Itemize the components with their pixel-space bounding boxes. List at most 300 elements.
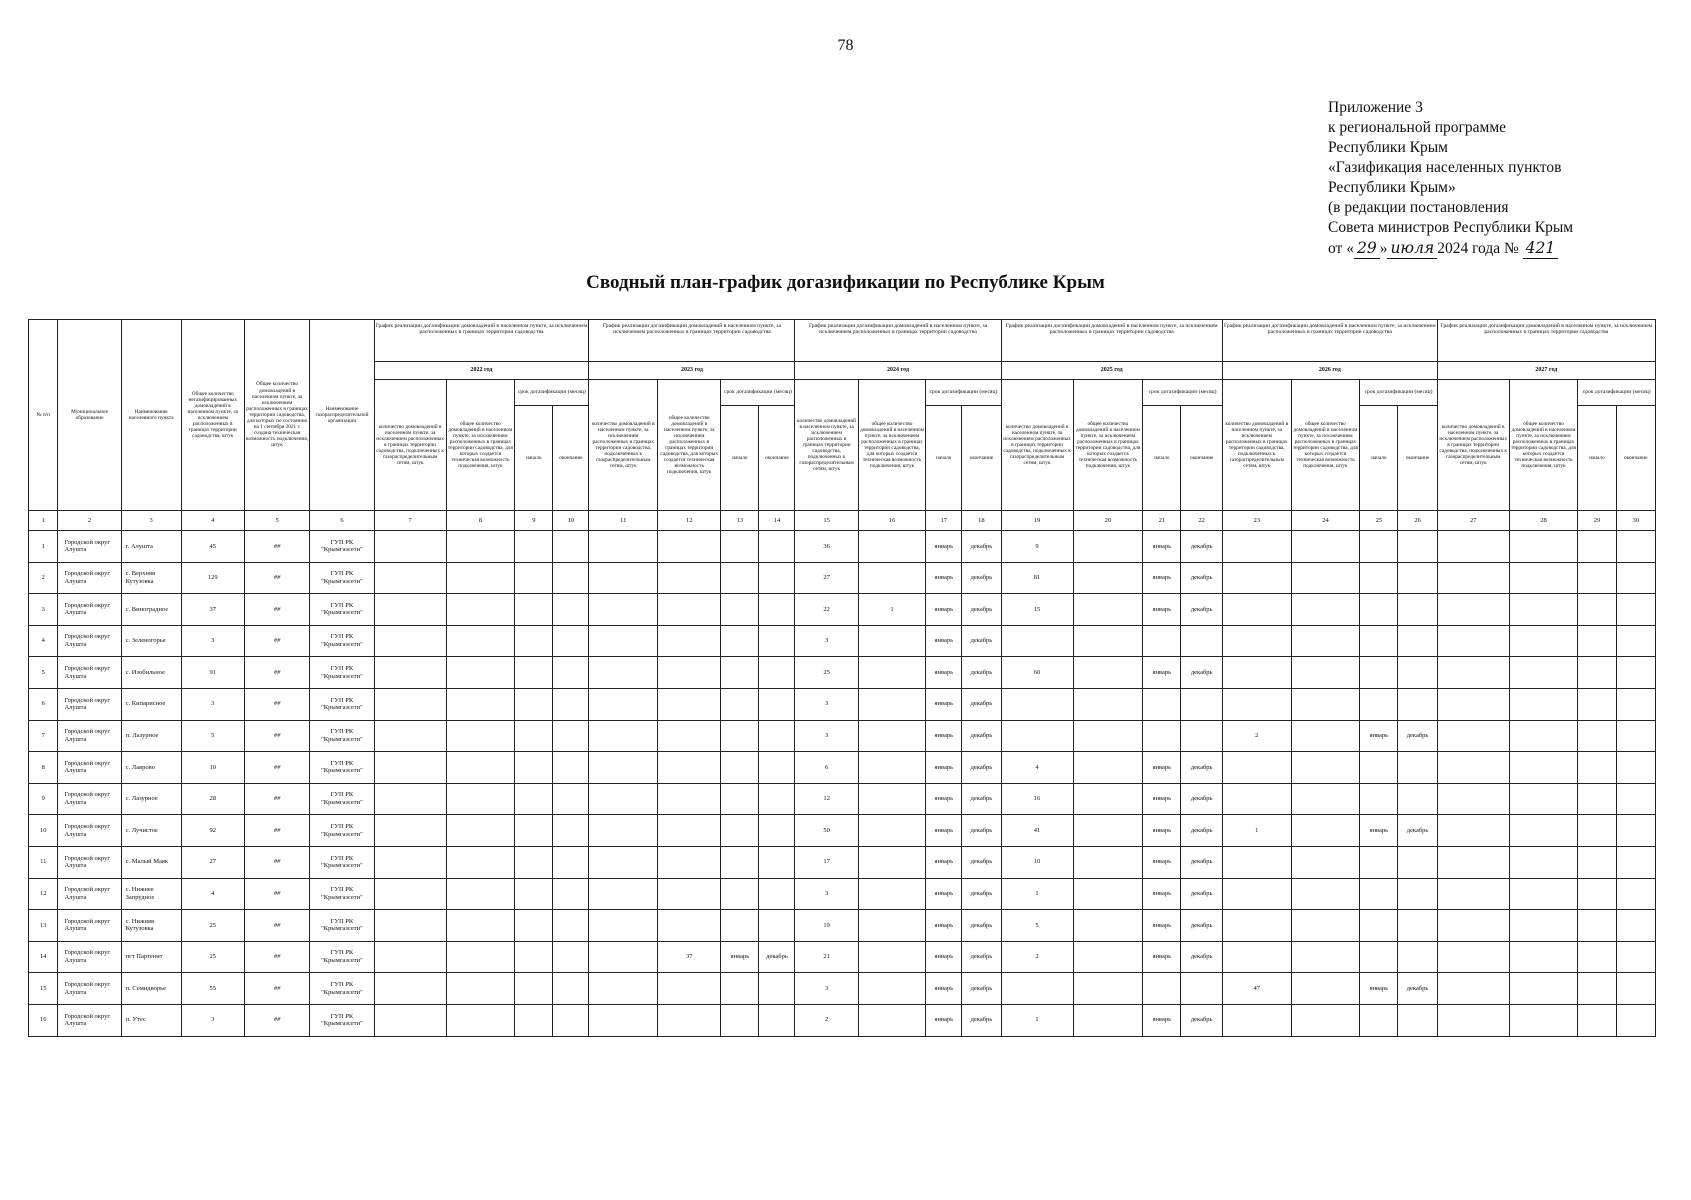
table-cell <box>374 531 446 563</box>
table-cell: с. Лучистое <box>121 815 181 847</box>
table-cell: 50 <box>795 815 858 847</box>
table-cell: декабрь <box>962 846 1001 878</box>
table-row <box>29 531 1656 563</box>
table-cell <box>1437 720 1509 752</box>
table-cell: декабрь <box>962 910 1001 942</box>
table-cell: 6 <box>29 688 58 720</box>
table-cell <box>446 688 515 720</box>
table-cell <box>1001 625 1073 657</box>
table-cell <box>1578 846 1616 878</box>
header-end: окончание <box>1181 406 1222 511</box>
table-cell <box>1398 594 1437 626</box>
table-cell: с. Малый Маяк <box>121 846 181 878</box>
table-cell <box>1616 752 1655 784</box>
table-cell: Городской округ Алушта <box>58 973 121 1005</box>
table-cell: 9 <box>29 783 58 815</box>
table-cell <box>1222 910 1291 942</box>
table-cell <box>589 973 658 1005</box>
table-cell <box>1222 878 1291 910</box>
table-cell <box>1578 941 1616 973</box>
table-cell <box>1509 752 1578 784</box>
appendix-line: к региональной программе <box>1328 119 1507 136</box>
table-cell: ГУП РК "Крымгазсети" <box>310 594 374 626</box>
table-cell <box>1398 688 1437 720</box>
table-cell: 5 <box>181 720 244 752</box>
schedule-table <box>28 319 1656 1037</box>
appendix-line: «Газификация населенных пунктов <box>1328 159 1562 176</box>
table-cell <box>1360 752 1398 784</box>
table-cell <box>1509 594 1578 626</box>
table-cell: ГУП РК "Крымгазсети" <box>310 752 374 784</box>
table-cell <box>721 594 759 626</box>
table-cell <box>1291 878 1360 910</box>
table-cell <box>374 910 446 942</box>
table-cell <box>1398 878 1437 910</box>
column-number: 26 <box>1398 511 1437 531</box>
table-cell <box>658 688 721 720</box>
table-cell: 9 <box>1001 531 1073 563</box>
table-cell <box>374 562 446 594</box>
table-cell: ГУП РК "Крымгазсети" <box>310 720 374 752</box>
table-cell <box>1398 625 1437 657</box>
header-end: окончание <box>1616 406 1655 511</box>
table-cell: декабрь <box>962 1004 1001 1036</box>
date-number: 421 <box>1523 238 1559 259</box>
table-cell <box>858 1004 926 1036</box>
header-group-5: График реализации догазификации домовладений в населенном пункте, за исключением расположенных в границах территории садоводства <box>1222 320 1437 362</box>
table-cell: ## <box>244 752 309 784</box>
table-cell <box>1398 910 1437 942</box>
table-cell <box>1360 783 1398 815</box>
table-cell <box>858 973 926 1005</box>
table-cell <box>446 657 515 689</box>
table-cell <box>1616 531 1655 563</box>
table-cell: декабрь <box>1181 783 1222 815</box>
column-number: 19 <box>1001 511 1073 531</box>
table-cell: 47 <box>1222 973 1291 1005</box>
header-term: срок догазификации (месяц) <box>1143 380 1223 406</box>
header-year-6: 2027 год <box>1437 362 1655 380</box>
table-cell <box>721 910 759 942</box>
table-cell: январь <box>926 594 962 626</box>
table-cell <box>1073 562 1143 594</box>
table-cell <box>589 625 658 657</box>
table-cell: 91 <box>181 657 244 689</box>
table-cell: ГУП РК "Крымгазсети" <box>310 815 374 847</box>
table-cell: Городской округ Алушта <box>58 846 121 878</box>
table-cell: Городской округ Алушта <box>58 562 121 594</box>
table-cell: 28 <box>181 783 244 815</box>
table-cell <box>1398 531 1437 563</box>
table-cell <box>1509 562 1578 594</box>
table-cell <box>858 815 926 847</box>
table-cell: январь <box>1143 878 1181 910</box>
table-cell <box>1143 688 1181 720</box>
table-cell: январь <box>1143 783 1181 815</box>
table-cell: ГУП РК "Крымгазсети" <box>310 531 374 563</box>
table-cell <box>446 594 515 626</box>
table-cell <box>1073 1004 1143 1036</box>
table-cell <box>1222 752 1291 784</box>
table-cell <box>553 531 589 563</box>
table-cell: 1 <box>858 594 926 626</box>
table-cell <box>1073 752 1143 784</box>
table-cell: 60 <box>1001 657 1073 689</box>
appendix-line: Совета министров Республики Крым <box>1328 219 1574 236</box>
table-cell <box>858 910 926 942</box>
table-cell: январь <box>926 846 962 878</box>
table-cell <box>858 531 926 563</box>
header-count-tech: общее количество домовладений в населенном пункте, за исключением расположенных в границах территории садоводства, для которых создается техническая возможность подключения, штук <box>858 380 926 511</box>
table-cell: ## <box>244 562 309 594</box>
table-cell: январь <box>1360 973 1398 1005</box>
appendix-line: Республики Крым <box>1328 139 1448 156</box>
table-cell: декабрь <box>962 657 1001 689</box>
table-cell <box>1616 941 1655 973</box>
table-cell <box>1360 878 1398 910</box>
table-cell: декабрь <box>962 720 1001 752</box>
header-start: начало <box>1360 406 1398 511</box>
table-cell: ГУП РК "Крымгазсети" <box>310 910 374 942</box>
table-row <box>29 1004 1656 1036</box>
table-cell <box>515 941 553 973</box>
table-cell: январь <box>1143 594 1181 626</box>
table-cell: Городской округ Алушта <box>58 910 121 942</box>
table-cell <box>515 815 553 847</box>
table-cell: декабрь <box>962 815 1001 847</box>
table-cell <box>1222 625 1291 657</box>
table-cell: декабрь <box>962 531 1001 563</box>
header-term: срок догазификации (месяц) <box>1578 380 1656 406</box>
table-cell <box>1291 783 1360 815</box>
table-cell <box>1437 783 1509 815</box>
table-cell: декабрь <box>962 878 1001 910</box>
header-term: срок догазификации (месяц) <box>1360 380 1437 406</box>
date-year: 2024 года № <box>1437 240 1519 257</box>
table-cell <box>1437 531 1509 563</box>
table-cell <box>1073 910 1143 942</box>
table-cell <box>589 1004 658 1036</box>
table-cell <box>759 752 795 784</box>
table-cell <box>1222 846 1291 878</box>
table-cell: декабрь <box>759 941 795 973</box>
table-cell: с. Изобильное <box>121 657 181 689</box>
table-cell <box>1291 594 1360 626</box>
column-number-row <box>29 511 1656 531</box>
header-municipality: Муниципальное образование <box>58 320 121 511</box>
table-cell <box>446 815 515 847</box>
table-cell <box>515 783 553 815</box>
table-cell: с. Нижнее Запрудное <box>121 878 181 910</box>
column-number: 2 <box>58 511 121 531</box>
table-cell <box>515 878 553 910</box>
appendix-date-line <box>1328 238 1668 259</box>
table-cell <box>721 1004 759 1036</box>
table-cell <box>1222 531 1291 563</box>
header-term: срок догазификации (месяц) <box>926 380 1001 406</box>
table-cell: Городской округ Алушта <box>58 594 121 626</box>
table-cell: 1 <box>1001 1004 1073 1036</box>
table-cell <box>759 815 795 847</box>
header-year-5: 2026 год <box>1222 362 1437 380</box>
table-cell <box>1578 910 1616 942</box>
table-cell: 2 <box>29 562 58 594</box>
table-cell: 1 <box>1001 878 1073 910</box>
column-number: 12 <box>658 511 721 531</box>
table-cell: январь <box>1143 657 1181 689</box>
table-cell: Городской округ Алушта <box>58 941 121 973</box>
table-cell: ГУП РК "Крымгазсети" <box>310 657 374 689</box>
table-cell <box>1291 815 1360 847</box>
table-cell <box>1578 783 1616 815</box>
table-cell <box>1437 1004 1509 1036</box>
column-number: 18 <box>962 511 1001 531</box>
table-cell: с. Зеленогорье <box>121 625 181 657</box>
table-cell <box>515 688 553 720</box>
table-cell <box>1578 752 1616 784</box>
table-cell: декабрь <box>962 625 1001 657</box>
table-cell <box>1360 688 1398 720</box>
table-cell <box>1578 973 1616 1005</box>
table-cell: январь <box>926 562 962 594</box>
table-cell <box>1509 657 1578 689</box>
date-prefix: от « <box>1328 240 1354 257</box>
table-cell <box>658 752 721 784</box>
table-cell: 3 <box>29 594 58 626</box>
table-cell <box>1143 720 1181 752</box>
table-cell <box>1073 783 1143 815</box>
appendix-line: (в редакции постановления <box>1328 199 1509 216</box>
table-cell <box>374 752 446 784</box>
table-cell: 4 <box>181 878 244 910</box>
table-cell: с. Лаврово <box>121 752 181 784</box>
table-cell <box>1578 657 1616 689</box>
table-cell: 6 <box>795 752 858 784</box>
table-cell <box>1073 531 1143 563</box>
table-cell <box>721 657 759 689</box>
table-cell <box>858 941 926 973</box>
table-cell <box>1616 815 1655 847</box>
table-cell: 4 <box>29 625 58 657</box>
table-cell <box>658 783 721 815</box>
header-count-tech: общее количество домовладений в населенном пункте, за исключением расположенных в границах территории садоводства, для которых создается техническая возможность подключения, штук <box>1073 380 1143 511</box>
table-cell: с. Верхняя Кутузовка <box>121 562 181 594</box>
table-cell: 3 <box>795 878 858 910</box>
table-cell: декабрь <box>1181 1004 1222 1036</box>
table-cell <box>721 752 759 784</box>
table-cell <box>1437 973 1509 1005</box>
table-cell: 129 <box>181 562 244 594</box>
header-year-2: 2023 год <box>589 362 795 380</box>
header-count-tech: общее количество домовладений в населенном пункте, за исключением расположенных в границах территории садоводства, для которых создается техническая возможность подключения, штук <box>658 380 721 511</box>
column-number: 7 <box>374 511 446 531</box>
table-row <box>29 973 1656 1005</box>
column-number: 8 <box>446 511 515 531</box>
table-cell: Городской округ Алушта <box>58 815 121 847</box>
table-cell <box>1073 941 1143 973</box>
table-cell <box>858 752 926 784</box>
table-cell: январь <box>926 815 962 847</box>
table-cell: 25 <box>795 657 858 689</box>
table-cell: 8 <box>29 752 58 784</box>
table-cell: 19 <box>795 910 858 942</box>
column-number: 27 <box>1437 511 1509 531</box>
table-cell: Городской округ Алушта <box>58 657 121 689</box>
table-cell <box>1509 531 1578 563</box>
table-cell: п. Лазурное <box>121 720 181 752</box>
table-cell <box>1509 973 1578 1005</box>
table-cell <box>1360 910 1398 942</box>
column-number: 21 <box>1143 511 1181 531</box>
table-cell: Городской округ Алушта <box>58 878 121 910</box>
table-cell: ## <box>244 846 309 878</box>
table-cell <box>589 720 658 752</box>
table-cell <box>1222 941 1291 973</box>
table-cell <box>589 531 658 563</box>
table-cell <box>589 878 658 910</box>
table-cell: г. Алушта <box>121 531 181 563</box>
date-day: 29 <box>1354 238 1380 259</box>
table-cell <box>1360 941 1398 973</box>
table-cell <box>446 720 515 752</box>
table-cell <box>1222 594 1291 626</box>
table-cell: январь <box>926 1004 962 1036</box>
table-cell <box>1509 878 1578 910</box>
column-number: 10 <box>553 511 589 531</box>
column-number: 24 <box>1291 511 1360 531</box>
table-cell <box>1509 1004 1578 1036</box>
table-cell: декабрь <box>962 973 1001 1005</box>
table-cell: декабрь <box>1181 562 1222 594</box>
table-cell: ## <box>244 783 309 815</box>
table-cell: 36 <box>795 531 858 563</box>
table-cell: 17 <box>795 846 858 878</box>
table-cell <box>759 657 795 689</box>
table-cell: ## <box>244 910 309 942</box>
table-cell <box>858 657 926 689</box>
table-cell <box>553 941 589 973</box>
table-cell <box>446 941 515 973</box>
header-count-connected: количество домовладений в населенном пункте, за исключением расположенных в границах территории садоводства, подключенных к газораспределительным сетям, штук <box>374 380 446 511</box>
table-cell <box>1398 752 1437 784</box>
table-cell <box>1222 562 1291 594</box>
table-cell <box>1437 688 1509 720</box>
table-cell <box>1291 562 1360 594</box>
table-cell <box>515 625 553 657</box>
table-cell <box>446 531 515 563</box>
table-cell: Городской округ Алушта <box>58 783 121 815</box>
header-group-2: График реализации догазификации домовладений в населенном пункте, за исключением расположенных в границах территории садоводства <box>589 320 795 362</box>
table-cell <box>1291 625 1360 657</box>
table-cell <box>1616 973 1655 1005</box>
table-cell <box>658 846 721 878</box>
table-cell: декабрь <box>1181 878 1222 910</box>
table-cell: январь <box>1143 815 1181 847</box>
header-term: срок догазификации (месяц) <box>721 380 795 406</box>
table-cell: Городской округ Алушта <box>58 688 121 720</box>
table-cell <box>1073 657 1143 689</box>
table-cell: январь <box>926 910 962 942</box>
table-cell: декабрь <box>962 688 1001 720</box>
column-number: 16 <box>858 511 926 531</box>
table-cell <box>759 783 795 815</box>
table-row <box>29 941 1656 973</box>
table-cell: 55 <box>181 973 244 1005</box>
column-number: 4 <box>181 511 244 531</box>
table-cell: 3 <box>181 688 244 720</box>
table-cell: 4 <box>1001 752 1073 784</box>
table-cell <box>1073 846 1143 878</box>
table-cell <box>721 625 759 657</box>
column-number: 9 <box>515 511 553 531</box>
table-cell: 11 <box>29 846 58 878</box>
table-cell <box>1291 1004 1360 1036</box>
table-cell: ## <box>244 941 309 973</box>
table-cell: ## <box>244 973 309 1005</box>
table-cell <box>446 878 515 910</box>
table-cell: 3 <box>795 688 858 720</box>
table-cell <box>1360 562 1398 594</box>
table-cell <box>553 973 589 1005</box>
table-cell <box>1616 720 1655 752</box>
table-cell <box>1578 1004 1616 1036</box>
table-cell <box>1398 657 1437 689</box>
table-cell <box>658 720 721 752</box>
table-cell <box>1291 846 1360 878</box>
table-cell <box>446 910 515 942</box>
table-cell <box>759 688 795 720</box>
table-cell: декабрь <box>962 594 1001 626</box>
table-cell <box>446 973 515 1005</box>
table-cell <box>1509 720 1578 752</box>
table-cell <box>1360 657 1398 689</box>
column-number: 23 <box>1222 511 1291 531</box>
table-cell: январь <box>926 752 962 784</box>
header-count-tech: общее количество домовладений в населенном пункте, за исключением расположенных в границах территории садоводства, для которых создается техническая возможность подключения, штук <box>446 380 515 511</box>
table-cell: 7 <box>29 720 58 752</box>
table-cell <box>1360 846 1398 878</box>
table-cell: декабрь <box>962 941 1001 973</box>
table-cell: декабрь <box>962 562 1001 594</box>
table-cell: январь <box>1143 846 1181 878</box>
table-cell <box>1578 688 1616 720</box>
table-cell: 1 <box>29 531 58 563</box>
table-cell <box>515 846 553 878</box>
table-cell: декабрь <box>1181 910 1222 942</box>
table-cell <box>759 531 795 563</box>
table-cell: 10 <box>1001 846 1073 878</box>
table-cell <box>589 752 658 784</box>
table-cell <box>858 720 926 752</box>
table-cell: 12 <box>795 783 858 815</box>
table-cell <box>446 846 515 878</box>
table-cell <box>589 688 658 720</box>
table-cell: декабрь <box>1181 752 1222 784</box>
table-cell <box>553 752 589 784</box>
table-cell <box>1181 720 1222 752</box>
table-cell <box>658 1004 721 1036</box>
date-quote: » <box>1379 240 1388 257</box>
table-cell <box>759 720 795 752</box>
header-start: начало <box>1143 406 1181 511</box>
table-cell: ## <box>244 625 309 657</box>
table-cell <box>446 1004 515 1036</box>
table-cell: январь <box>1360 720 1398 752</box>
table-cell <box>515 562 553 594</box>
table-row <box>29 878 1656 910</box>
table-cell: 21 <box>795 941 858 973</box>
table-cell <box>374 657 446 689</box>
